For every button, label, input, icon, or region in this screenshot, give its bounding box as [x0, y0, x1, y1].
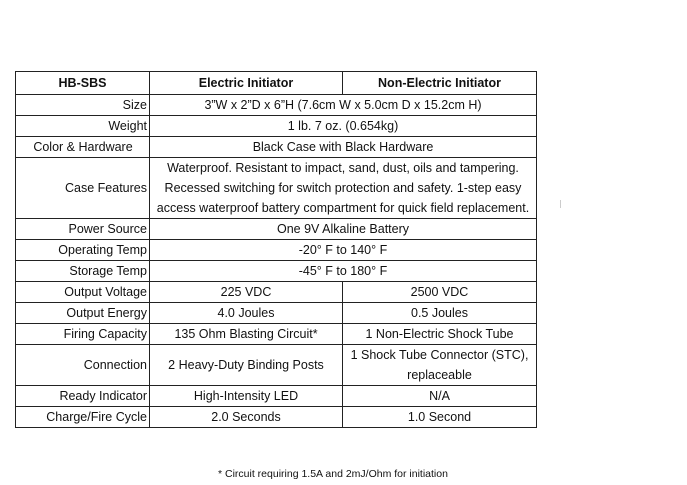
- row-value-shared: Black Case with Black Hardware: [150, 137, 537, 158]
- row-label: Ready Indicator: [16, 386, 150, 407]
- row-label: Charge/Fire Cycle: [16, 407, 150, 428]
- row-label: Color & Hardware: [16, 137, 150, 158]
- row-value-non-electric: 2500 VDC: [343, 282, 537, 303]
- header-non-electric: Non-Electric Initiator: [343, 72, 537, 95]
- row-value-electric: 4.0 Joules: [150, 303, 343, 324]
- spec-body: [16, 95, 537, 428]
- row-value-shared: -45° F to 180° F: [150, 261, 537, 282]
- row-value-non-electric: 0.5 Joules: [343, 303, 537, 324]
- row-value-non-electric: 1 Non-Electric Shock Tube: [343, 324, 537, 345]
- row-value-shared: 1 lb. 7 oz. (0.654kg): [150, 116, 537, 137]
- row-value-electric: High-Intensity LED: [150, 386, 343, 407]
- row-value-shared: 3”W x 2”D x 6”H (7.6cm W x 5.0cm D x 15.2cm H): [150, 95, 537, 116]
- row-value-shared: -20° F to 140° F: [150, 240, 537, 261]
- header-model: HB-SBS: [16, 72, 150, 95]
- table-row: [16, 116, 537, 137]
- table-row: [16, 240, 537, 261]
- row-value-electric: 225 VDC: [150, 282, 343, 303]
- row-label: Output Energy: [16, 303, 150, 324]
- row-value-shared: One 9V Alkaline Battery: [150, 219, 537, 240]
- row-label: Power Source: [16, 219, 150, 240]
- row-value-non-electric: 1 Shock Tube Connector (STC), replaceable: [343, 345, 537, 386]
- row-value-non-electric: N/A: [343, 386, 537, 407]
- table-row: [16, 407, 537, 428]
- row-value-electric: 135 Ohm Blasting Circuit*: [150, 324, 343, 345]
- table-row: [16, 324, 537, 345]
- row-label: Storage Temp: [16, 261, 150, 282]
- row-value-non-electric: 1.0 Second: [343, 407, 537, 428]
- row-label: Operating Temp: [16, 240, 150, 261]
- row-label: Output Voltage: [16, 282, 150, 303]
- table-row: [16, 386, 537, 407]
- row-value-electric: 2 Heavy-Duty Binding Posts: [150, 345, 343, 386]
- table-row: [16, 261, 537, 282]
- row-label: Firing Capacity: [16, 324, 150, 345]
- table-row: [16, 158, 537, 219]
- stray-mark: [560, 200, 561, 208]
- row-label: Weight: [16, 116, 150, 137]
- footnote: * Circuit requiring 1.5A and 2mJ/Ohm for initiation: [218, 468, 448, 480]
- table-row: [16, 345, 537, 386]
- table-row: [16, 303, 537, 324]
- row-label: Case Features: [16, 158, 150, 219]
- row-label: Connection: [16, 345, 150, 386]
- header-row: [16, 72, 537, 95]
- table-row: [16, 219, 537, 240]
- table-row: [16, 95, 537, 116]
- spec-table: [15, 71, 537, 428]
- table-row: [16, 137, 537, 158]
- row-value-shared: Waterproof. Resistant to impact, sand, dust, oils and tampering. Recessed switching for switch protection and safety. 1-step easy access waterproof battery compartment for quick field replacement.: [150, 158, 537, 219]
- row-value-electric: 2.0 Seconds: [150, 407, 343, 428]
- table-row: [16, 282, 537, 303]
- row-label: Size: [16, 95, 150, 116]
- header-electric: Electric Initiator: [150, 72, 343, 95]
